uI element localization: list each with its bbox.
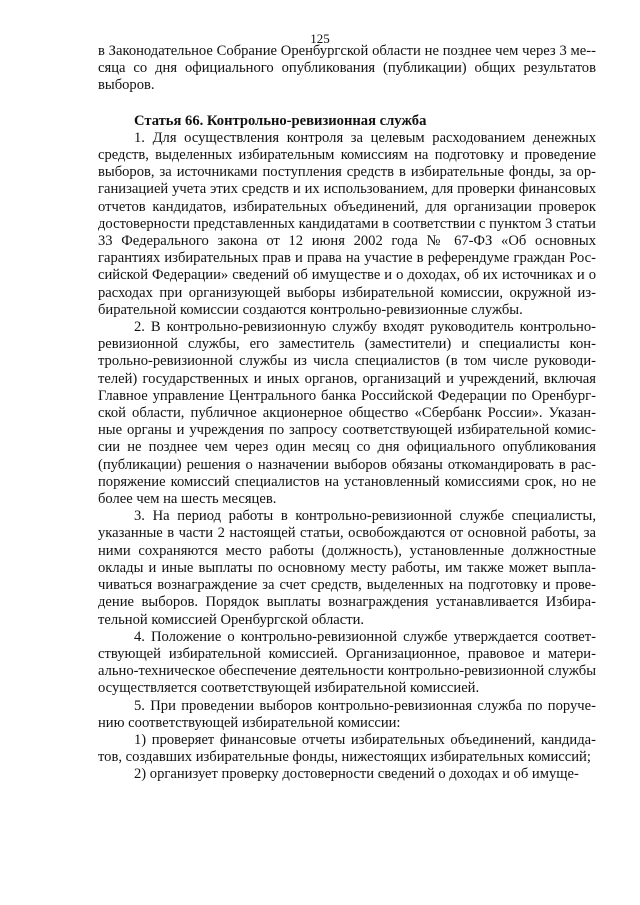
article-paragraph-1: 1. Для осуществления контроля за целевым расходованием денежных средств, выделенных избирательным комиссиям на подготовку и проведение выборов, за источниками поступления средств в избирательные фонды, за организацией учета этих средств и их использованием, для проверки финансовых отчетов кандидатов, избирательных объединений, для организации проверок достоверности представленных кандидатами в соответствии с пунктом 3 статьи 33 Федерального закона от 12 июня 2002 года № 67-ФЗ «Об основных гарантиях избирательных прав и права на участие в референдуме граждан Российской Федерации» сведений об имуществе и о доходах, об их источниках и о расходах при организующей выборы избирательной комиссии, окружной избирательной комиссии создаются контрольно-ревизионные службы.	[98, 129, 596, 318]
article-title: Статья 66. Контрольно-ревизионная служба	[134, 112, 427, 129]
page-content	[98, 43, 596, 784]
article-paragraph-3: 3. На период работы в контрольно-ревизионной службе специалисты, указанные в части 2 настоящей статьи, освобождаются от основной работы, за ними сохраняются место работы (должность), установленные должностные оклады и иные выплаты по основному месту работы, им также может выплачиваться вознаграждение за счет средств, выделенных на подготовку и проведение выборов. Порядок выплаты вознаграждения устанавливается Избирательной комиссией Оренбургской области.	[98, 508, 596, 628]
lead-paragraph: в Законодательное Собрание Оренбургской области не позднее чем через 3 ме-сяца со дня официального опубликования (публикации) общих результатов выборов.	[98, 43, 596, 94]
article-subitem-2: 2) организует проверку достоверности сведений о доходах и об имуще-	[134, 766, 579, 783]
article-paragraph-2: 2. В контрольно-ревизионную службу входят руководитель контрольно-ревизионной службы, его заместитель (заместители) и специалисты контрольно-ревизионной службы из числа специалистов (в том числе руководителей) государственных и иных органов, организаций и учреждений, включая Главное управление Центрального банка Российской Федерации по Оренбургской области, публичное акционерное общество «Сбербанк России». Указанные органы и учреждения по запросу соответствующей избирательной комиссии не позднее чем через один месяц со дня официального опубликования (публикации) решения о назначении выборов обязаны откомандировать в распоряжение комиссий специалистов на установленный комиссиями срок, но не более чем на шесть месяцев.	[98, 319, 596, 508]
article-subitem-1: 1) проверяет финансовые отчеты избирательных объединений, кандидатов, создавших избирательные фонды, нижестоящих избирательных комиссий;	[98, 731, 596, 766]
article-paragraph-5: 5. При проведении выборов контрольно-ревизионная служба по поручению соответствующей избирательной комиссии:	[98, 697, 596, 731]
page-number: 125	[310, 31, 330, 46]
article-paragraph-4: 4. Положение о контрольно-ревизионной службе утверждается соответствующей избирательной комиссией. Организационное, правовое и материально-техническое обеспечение деятельности контрольно-ревизионной службы осуществляется соответствующей избирательной комиссией.	[98, 628, 596, 697]
